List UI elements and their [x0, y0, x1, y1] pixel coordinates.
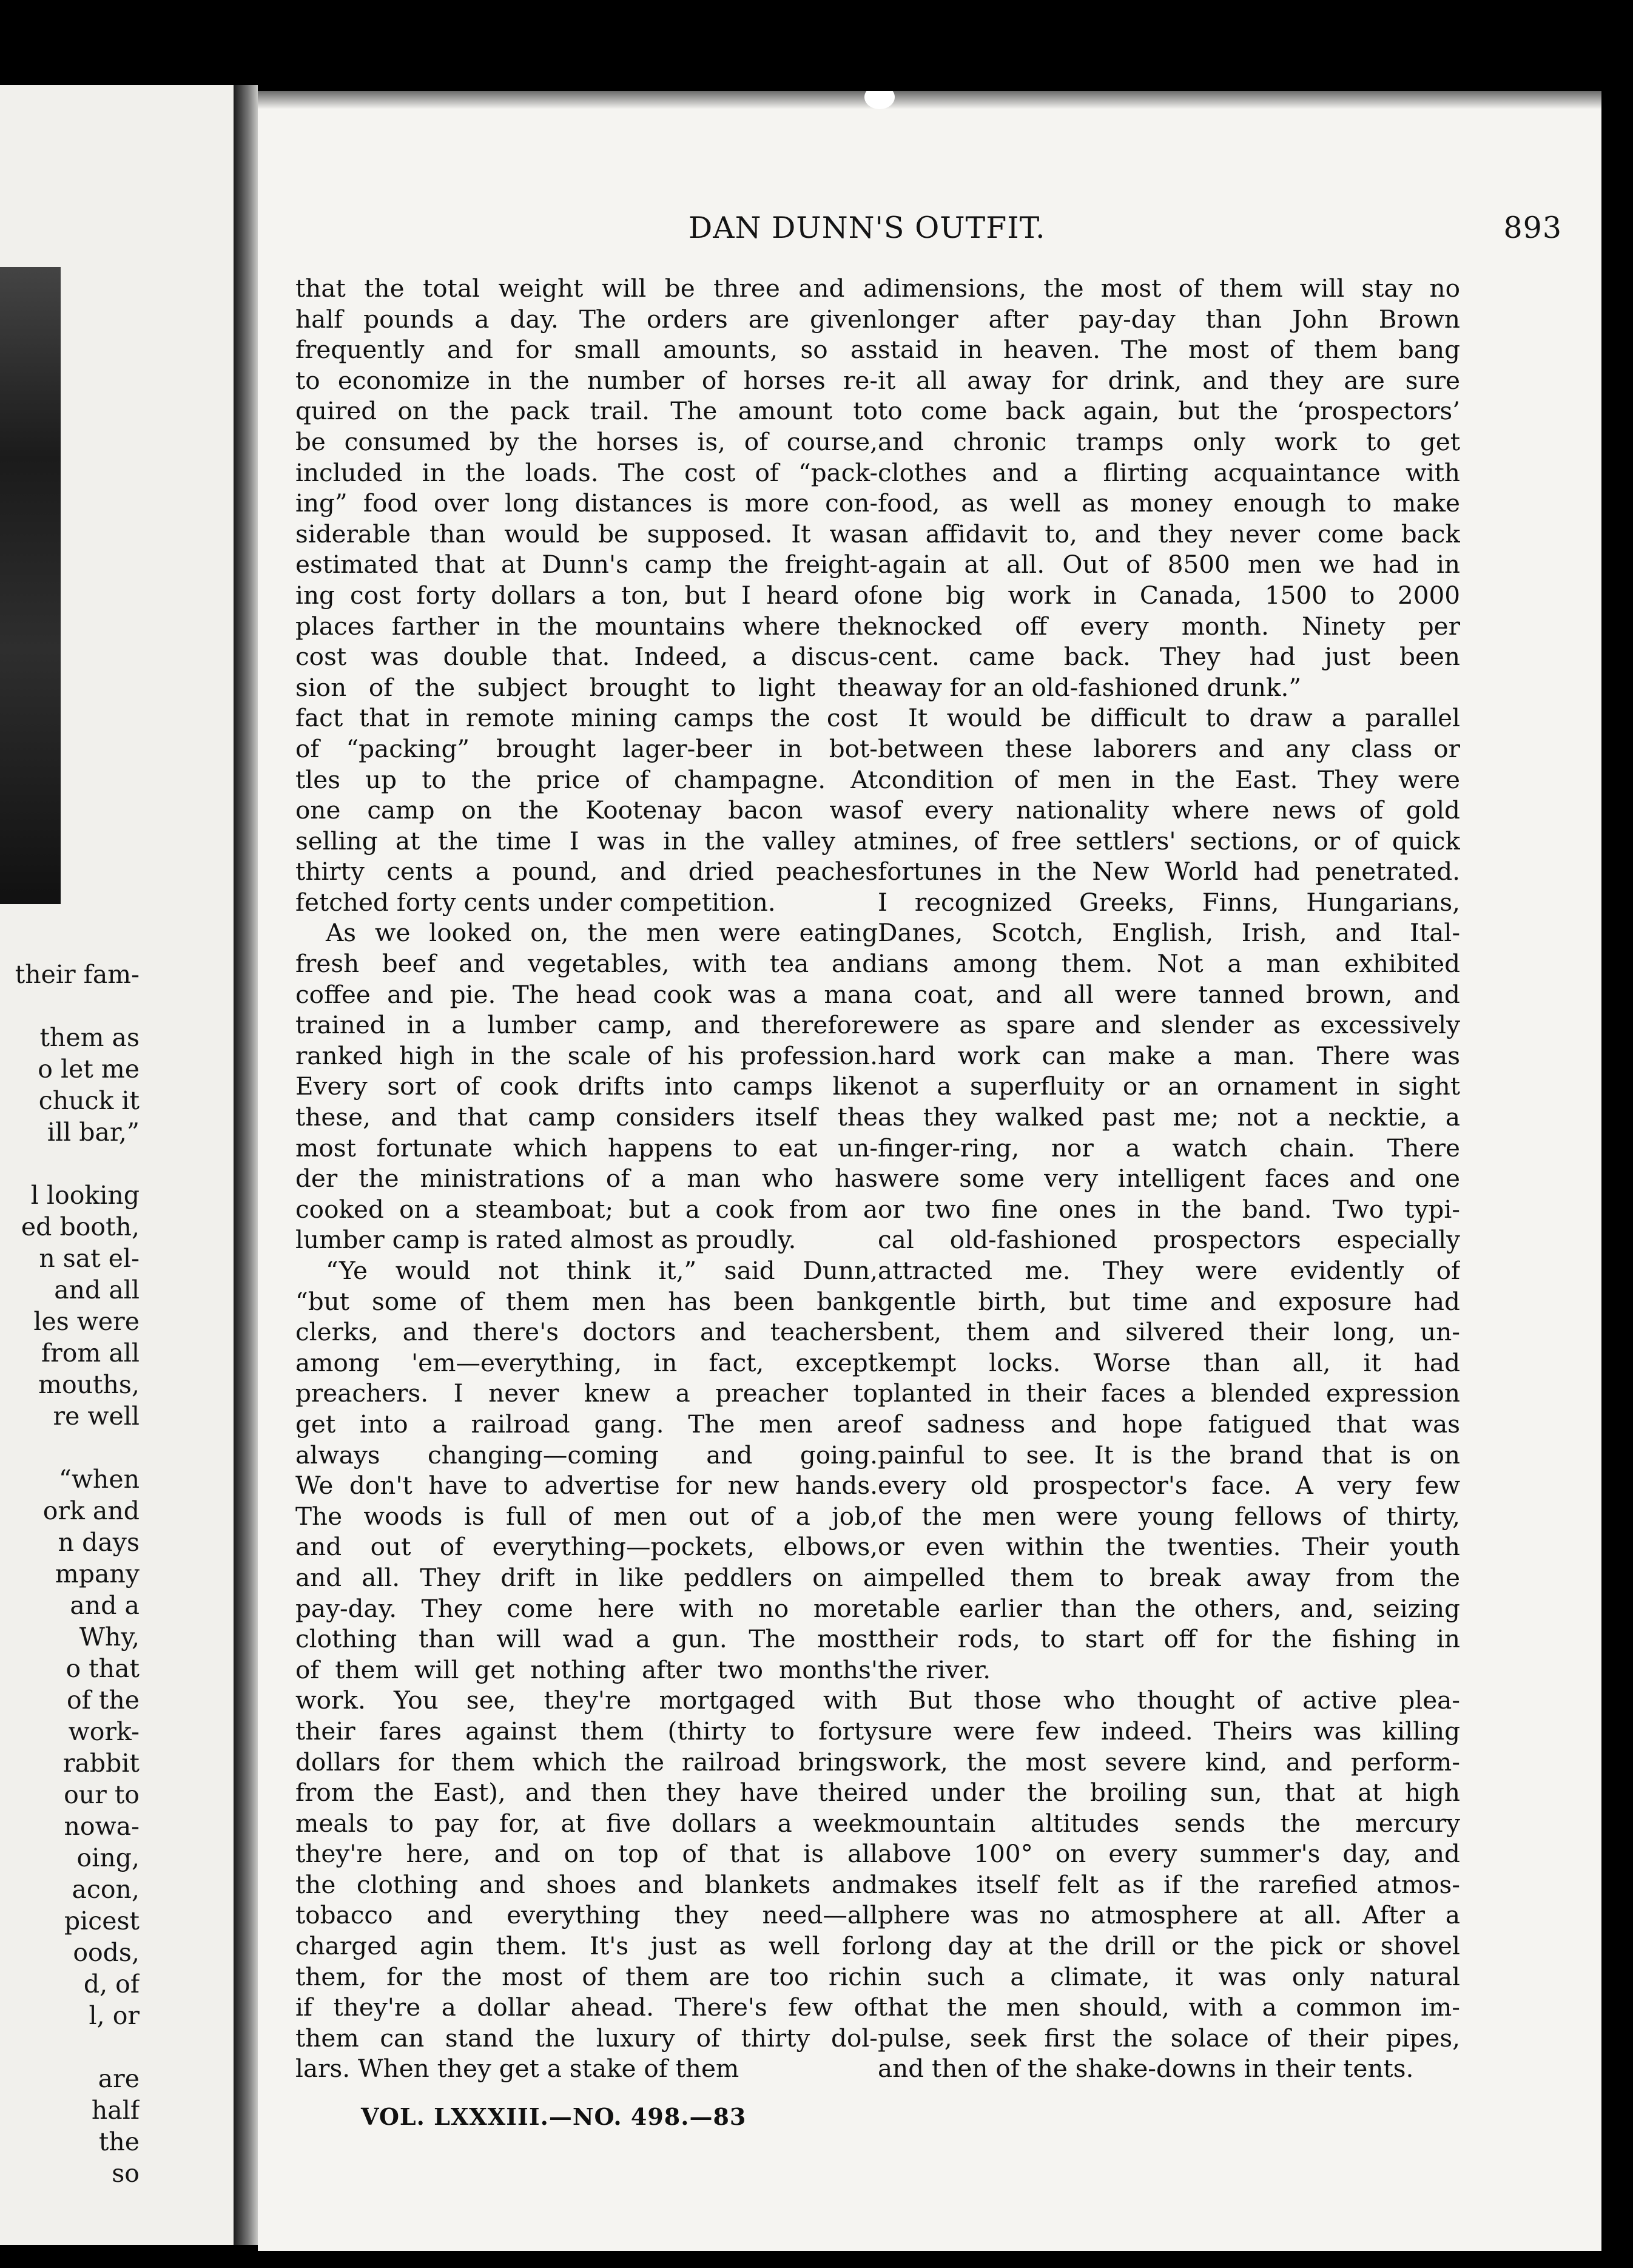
- text-line: to come back again, but the ‘prospectors’: [878, 396, 1460, 426]
- text-line: pay-day. They come here with no more: [295, 1593, 878, 1623]
- text-line: mountain altitudes sends the mercury: [878, 1808, 1460, 1838]
- text-line: food, as well as money enough to make: [878, 488, 1460, 518]
- text-line: it all away for drink, and they are sure: [878, 365, 1460, 395]
- text-line: the clothing and shoes and blankets and: [295, 1869, 878, 1899]
- text-line: and then of the shake-downs in their tents.: [878, 2054, 1414, 2084]
- text-line: clerks, and there's doctors and teachers: [295, 1317, 878, 1347]
- fragment-line: l, or: [89, 2001, 140, 2030]
- text-line: again at all. Out of 8500 men we had in: [878, 550, 1460, 579]
- facing-page-text: [0, 959, 140, 2189]
- illustration-fragment: [0, 267, 61, 904]
- text-line: an affidavit to, and they never come back: [878, 519, 1460, 548]
- text-line: makes itself felt as if the rarefied atmos-: [878, 1869, 1460, 1899]
- text-line: half pounds a day. The orders are given: [295, 304, 878, 334]
- text-line: cost was double that. Indeed, a discus-: [295, 642, 878, 672]
- fragment-line: acon,: [72, 1875, 140, 1904]
- text-line: not a superfluity or an ornament in sight: [878, 1072, 1460, 1101]
- text-line: We don't have to advertise for new hands.: [295, 1471, 878, 1500]
- text-line: of the men were young fellows of thirty,: [878, 1501, 1460, 1531]
- text-line: a coat, and all were tanned brown, and: [878, 979, 1460, 1009]
- book-gutter: [234, 85, 258, 2245]
- text-line: der the ministrations of a man who has: [295, 1164, 878, 1193]
- text-line: bent, them and silvered their long, un-: [878, 1317, 1460, 1347]
- running-title: DAN DUNN'S OUTFIT.: [689, 211, 1046, 245]
- text-line: charged agin them. It's just as well for: [295, 1931, 878, 1961]
- fragment-line: re well: [53, 1402, 140, 1431]
- text-line: clothes and a flirting acquaintance with: [878, 457, 1460, 487]
- text-line: work, the most severe kind, and perform-: [878, 1747, 1460, 1777]
- fragment-line: chuck it: [38, 1086, 140, 1115]
- text-line: hard work can make a man. There was: [878, 1041, 1460, 1070]
- text-line: quired on the pack trail. The amount to: [295, 396, 878, 426]
- volume-footer: VOL. LXXXIII.—NO. 498.—83: [361, 2103, 747, 2130]
- text-line: or even within the twenties. Their youth: [878, 1532, 1460, 1562]
- fragment-line: [0, 2031, 140, 2063]
- fragment-line: o let me: [38, 1055, 140, 1084]
- text-line: thirty cents a pound, and dried peaches: [295, 857, 878, 886]
- text-line: work. You see, they're mortgaged with: [295, 1686, 878, 1715]
- text-line: every old prospector's face. A very few: [878, 1471, 1460, 1500]
- text-line: As we looked on, the men were eating: [326, 918, 878, 948]
- fragment-line: mpany: [55, 1559, 140, 1588]
- text-line: and out of everything—pockets, elbows,: [295, 1532, 878, 1562]
- text-line: get into a railroad gang. The men are: [295, 1409, 878, 1439]
- text-line: and all. They drift in like peddlers on a: [295, 1562, 878, 1592]
- text-line: ing cost forty dollars a ton, but I heard of: [295, 580, 878, 610]
- fragment-line: of the: [66, 1686, 140, 1715]
- fragment-line: [0, 1148, 140, 1180]
- fragment-line: d, of: [83, 1969, 140, 1999]
- text-line: as they walked past me; not a necktie, a: [878, 1102, 1460, 1132]
- text-line: Every sort of cook drifts into camps like: [295, 1072, 878, 1101]
- fragment-line: the: [98, 2127, 140, 2156]
- text-line: attracted me. They were evidently of: [878, 1256, 1460, 1285]
- fragment-line: oods,: [73, 1938, 140, 1967]
- text-line: that the total weight will be three and a: [295, 274, 878, 303]
- running-head: [689, 211, 1598, 253]
- text-line: fetched forty cents under competition.: [295, 887, 776, 917]
- text-line: if they're a dollar ahead. There's few of: [295, 1993, 878, 2022]
- text-line: table earlier than the others, and, seizing: [878, 1593, 1460, 1623]
- text-line: finger-ring, nor a watch chain. There: [878, 1133, 1460, 1163]
- page-top-edge: [258, 91, 1601, 109]
- text-line: their fares against them (thirty to forty: [295, 1716, 878, 1746]
- text-line: ing” food over long distances is more con-: [295, 488, 878, 518]
- text-line: away for an old-fashioned drunk.”: [878, 672, 1302, 702]
- fragment-line: n days: [58, 1528, 140, 1557]
- text-line: above 100° on every summer's day, and: [878, 1839, 1460, 1869]
- text-line: these, and that camp considers itself the: [295, 1102, 878, 1132]
- text-line: mines, of free settlers' sections, or of quick: [878, 826, 1460, 856]
- fragment-line: n sat el-: [39, 1244, 140, 1273]
- text-line: condition of men in the East. They were: [878, 764, 1460, 794]
- fragment-line: half: [91, 2096, 140, 2125]
- text-line: between these laborers and any class or: [878, 734, 1460, 763]
- text-line: gentle birth, but time and exposure had: [878, 1286, 1460, 1316]
- text-line: were as spare and slender as excessively: [878, 1010, 1460, 1040]
- text-line: of every nationality where news of gold: [878, 795, 1460, 825]
- fragment-line: o that: [66, 1654, 140, 1683]
- text-line: It would be difficult to draw a parallel: [908, 703, 1460, 733]
- text-line: estimated that at Dunn's camp the freight-: [295, 550, 878, 579]
- text-line: their rods, to start off for the fishing in: [878, 1624, 1460, 1654]
- text-line: cent. came back. They had just been: [878, 642, 1460, 672]
- text-line: impelled them to break away from the: [878, 1562, 1460, 1592]
- fragment-line: ork and: [42, 1496, 140, 1525]
- fragment-line: [0, 1432, 140, 1463]
- text-line: ed under the broiling sun, that at high: [878, 1778, 1460, 1807]
- text-line: knocked off every month. Ninety per: [878, 611, 1460, 641]
- text-line: fact that in remote mining camps the cost: [295, 703, 878, 733]
- text-line: sure were few indeed. Theirs was killing: [878, 1716, 1460, 1746]
- text-line: I recognized Greeks, Finns, Hungarians,: [878, 887, 1460, 917]
- text-line: them can stand the luxury of thirty dol-: [295, 2023, 878, 2053]
- text-line: in such a climate, it was only natural: [878, 1962, 1460, 1991]
- text-line: lars. When they get a stake of them: [295, 2054, 739, 2084]
- text-line: fortunes in the New World had penetrated.: [878, 857, 1460, 886]
- text-line: one big work in Canada, 1500 to 2000: [878, 580, 1460, 610]
- text-line: selling at the time I was in the valley at: [295, 826, 878, 856]
- fragment-line: ill bar,”: [47, 1118, 140, 1147]
- fragment-line: our to: [64, 1780, 140, 1809]
- fragment-line: oing,: [76, 1843, 140, 1872]
- fragment-line: mouths,: [38, 1370, 140, 1399]
- text-line: staid in heaven. The most of them bang: [878, 335, 1460, 365]
- fragment-line: so: [112, 2159, 140, 2188]
- text-line: among 'em—everything, in fact, except: [295, 1348, 878, 1377]
- text-line: ians among them. Not a man exhibited: [878, 949, 1460, 979]
- text-line: tobacco and everything they need—all: [295, 1900, 878, 1930]
- text-line: preachers. I never knew a preacher to: [295, 1379, 878, 1408]
- text-line: cal old-fashioned prospectors especially: [878, 1225, 1460, 1255]
- text-line: phere was no atmosphere at all. After a: [878, 1900, 1460, 1930]
- fragment-line: picest: [64, 1906, 140, 1936]
- text-line: planted in their faces a blended expression: [878, 1379, 1460, 1408]
- fragment-line: work-: [68, 1717, 140, 1746]
- text-line: tles up to the price of champagne. At: [295, 764, 878, 794]
- text-line: clothing than will wad a gun. The most: [295, 1624, 878, 1654]
- text-column-right: [878, 273, 1460, 2084]
- text-line: of them will get nothing after two months': [295, 1655, 878, 1684]
- text-line: be consumed by the horses is, of course,: [295, 427, 878, 456]
- text-line: The woods is full of men out of a job,: [295, 1501, 878, 1531]
- text-line: “but some of them men has been bank: [295, 1286, 878, 1316]
- text-line: dimensions, the most of them will stay no: [878, 274, 1460, 303]
- fragment-line: les were: [33, 1307, 140, 1336]
- text-line: But those who thought of active plea-: [908, 1686, 1460, 1715]
- text-line: always changing—coming and going.: [295, 1440, 878, 1470]
- fragment-line: “when: [58, 1465, 140, 1494]
- text-line: them, for the most of them are too rich: [295, 1962, 878, 1991]
- text-line: pulse, seek first the solace of their pipes,: [878, 2023, 1460, 2053]
- text-line: longer after pay-day than John Brown: [878, 304, 1460, 334]
- text-line: to economize in the number of horses re-: [295, 365, 878, 395]
- text-line: painful to see. It is the brand that is on: [878, 1440, 1460, 1470]
- text-line: ranked high in the scale of his profession.: [295, 1041, 878, 1070]
- text-line: sion of the subject brought to light the: [295, 672, 878, 702]
- text-line: of “packing” brought lager-beer in bot-: [295, 734, 878, 763]
- text-line: frequently and for small amounts, so as: [295, 335, 878, 365]
- text-line: siderable than would be supposed. It was: [295, 519, 878, 548]
- fragment-line: l looking: [30, 1181, 140, 1210]
- text-line: long day at the drill or the pick or shovel: [878, 1931, 1460, 1961]
- text-line: or two fine ones in the band. Two typi-: [878, 1194, 1460, 1224]
- text-line: that the men should, with a common im-: [878, 1993, 1460, 2022]
- text-line: trained in a lumber camp, and therefore: [295, 1010, 878, 1040]
- text-line: coffee and pie. The head cook was a man: [295, 979, 878, 1009]
- text-line: meals to pay for, at five dollars a week: [295, 1808, 878, 1838]
- text-line: of sadness and hope fatigued that was: [878, 1409, 1460, 1439]
- text-column-left: [295, 273, 878, 2084]
- text-line: dollars for them which the railroad brings: [295, 1747, 878, 1777]
- text-line: and chronic tramps only work to get: [878, 427, 1460, 456]
- fragment-line: Why,: [79, 1622, 140, 1652]
- text-line: they're here, and on top of that is all: [295, 1839, 878, 1869]
- text-line: fresh beef and vegetables, with tea and: [295, 949, 878, 979]
- page-number: 893: [1503, 211, 1562, 245]
- fragment-line: and a: [70, 1591, 140, 1620]
- text-line: kempt locks. Worse than all, it had: [878, 1348, 1460, 1377]
- text-line: lumber camp is rated almost as proudly.: [295, 1225, 796, 1255]
- text-line: most fortunate which happens to eat un-: [295, 1133, 878, 1163]
- facing-page-left: [0, 85, 236, 2245]
- fragment-line: from all: [41, 1338, 140, 1368]
- fragment-line: and all: [54, 1275, 140, 1304]
- text-line: included in the loads. The cost of “pack-: [295, 457, 878, 487]
- fragment-line: them as: [39, 1023, 140, 1052]
- fragment-line: ed booth,: [21, 1212, 140, 1241]
- fragment-line: their fam-: [15, 960, 140, 989]
- text-line: places farther in the mountains where the: [295, 611, 878, 641]
- fragment-line: are: [98, 2064, 140, 2093]
- text-line: the river.: [878, 1655, 991, 1684]
- text-line: “Ye would not think it,” said Dunn,: [326, 1256, 878, 1285]
- text-line: one camp on the Kootenay bacon was: [295, 795, 878, 825]
- text-line: cooked on a steamboat; but a cook from a: [295, 1194, 878, 1224]
- fragment-line: rabbit: [62, 1749, 140, 1778]
- fragment-line: [0, 990, 140, 1022]
- page-893: [258, 91, 1601, 2251]
- text-line: Danes, Scotch, English, Irish, and Ital-: [878, 918, 1460, 948]
- text-line: from the East), and then they have their: [295, 1778, 878, 1807]
- text-line: were some very intelligent faces and one: [878, 1164, 1460, 1193]
- fragment-line: nowa-: [64, 1812, 140, 1841]
